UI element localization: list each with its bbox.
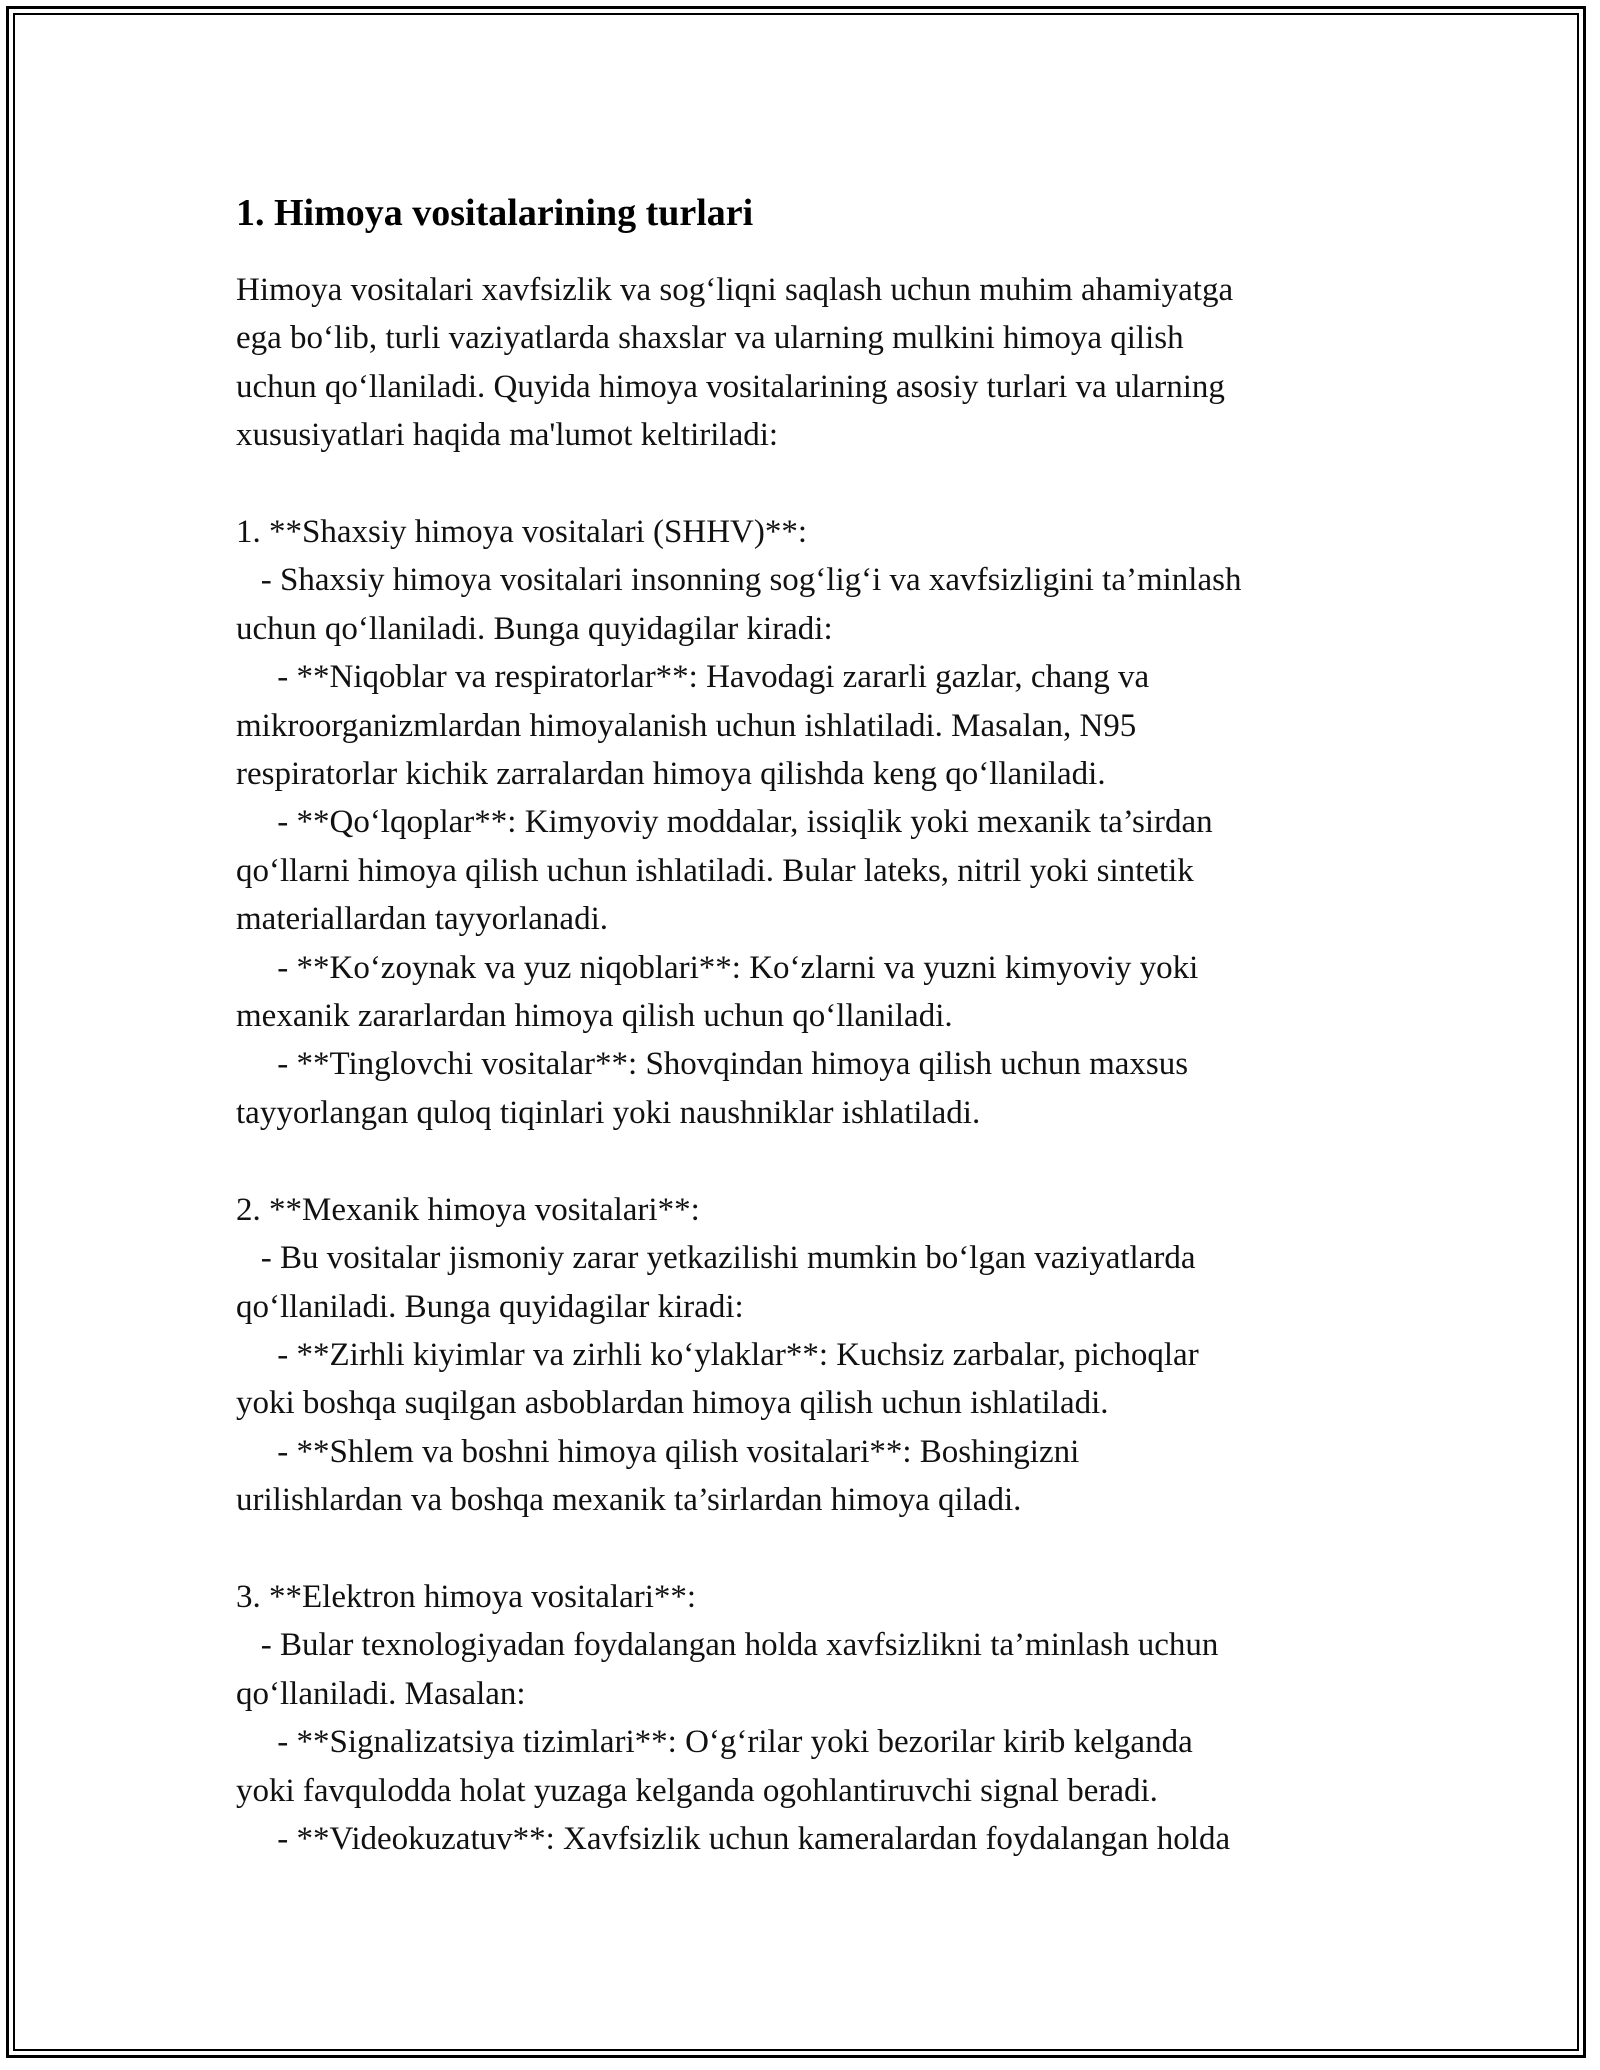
paragraph-gap [236,460,1366,508]
text-line: - **Zirhli kiyimlar va zirhli ko‘ylaklar**: Kuchsiz zarbalar, pichoqlar [236,1336,1199,1373]
text-line: uchun qo‘llaniladi. Bunga quyidagilar kiradi: [236,610,833,647]
text-line: tayyorlangan quloq tiqinlari yoki naushniklar ishlatiladi. [236,1094,981,1131]
text-line: - **Videokuzatuv**: Xavfsizlik uchun kameralardan foydalangan holda [236,1820,1231,1857]
paragraph-gap [236,1137,1366,1185]
text-line: materiallardan tayyorlanadi. [236,901,608,938]
text-line: yoki favqulodda holat yuzaga kelganda ogohlantiruvchi signal beradi. [236,1772,1158,1809]
text-line: mexanik zararlardan himoya qilish uchun qo‘llaniladi. [236,998,953,1035]
document-content [236,186,1366,1863]
text-line: Himoya vositalari xavfsizlik va sog‘liqni saqlash uchun muhim ahamiyatga [236,272,1234,308]
text-line: - **Ko‘zoynak va yuz niqoblari**: Ko‘zlarni va yuzni kimyoviy yoki [236,949,1199,986]
text-line: urilishlardan va boshqa mexanik ta’sirlardan himoya qiladi. [236,1482,1022,1519]
text-line: - **Signalizatsiya tizimlari**: O‘g‘rilar yoki bezorilar kirib kelganda [236,1724,1193,1761]
text-line: - **Shlem va boshni himoya qilish vositalari**: Boshingizni [236,1433,1080,1470]
text-line: 3. **Elektron himoya vositalari**: [236,1578,697,1615]
text-line: - **Qo‘lqoplar**: Kimyoviy moddalar, issiqlik yoki mexanik ta’sirdan [236,804,1213,841]
document-body [236,266,1366,1863]
text-line: respiratorlar kichik zarralardan himoya qilishda keng qo‘llaniladi. [236,756,1106,793]
text-line: uchun qo‘llaniladi. Quyida himoya vositalarining asosiy turlari va ularning [236,368,1225,405]
text-line: - Shaxsiy himoya vositalari insonning sog‘lig‘i va xavfsizligini ta’minlash [236,562,1242,599]
text-line: xususiyatlari haqida ma'lumot keltiriladi: [236,417,779,454]
paragraph-gap [236,1525,1366,1573]
text-line: 1. **Shaxsiy himoya vositalari (SHHV)**: [236,514,808,551]
text-line: yoki boshqa suqilgan asboblardan himoya qilish uchun ishlatiladi. [236,1385,1109,1422]
text-line: - Bu vositalar jismoniy zarar yetkazilishi mumkin bo‘lgan vaziyatlarda [236,1240,1196,1277]
text-line: ega bo‘lib, turli vaziyatlarda shaxslar va ularning mulkini himoya qilish [236,320,1184,357]
section-heading: 1. Himoya vositalarining turlari [236,192,754,234]
text-line: mikroorganizmlardan himoyalanish uchun ishlatiladi. Masalan, N95 [236,707,1137,744]
text-line: qo‘llaniladi. Masalan: [236,1675,526,1712]
text-line: - **Niqoblar va respiratorlar**: Havodagi zararli gazlar, chang va [236,659,1150,696]
text-line: qo‘llarni himoya qilish uchun ishlatiladi. Bular lateks, nitril yoki sintetik [236,852,1194,889]
text-line: - Bular texnologiyadan foydalangan holda xavfsizlikni ta’minlash uchun [236,1627,1219,1664]
text-line: 2. **Mexanik himoya vositalari**: [236,1191,700,1228]
text-line: - **Tinglovchi vositalar**: Shovqindan himoya qilish uchun maxsus [236,1046,1189,1083]
text-line: qo‘llaniladi. Bunga quyidagilar kiradi: [236,1288,744,1325]
